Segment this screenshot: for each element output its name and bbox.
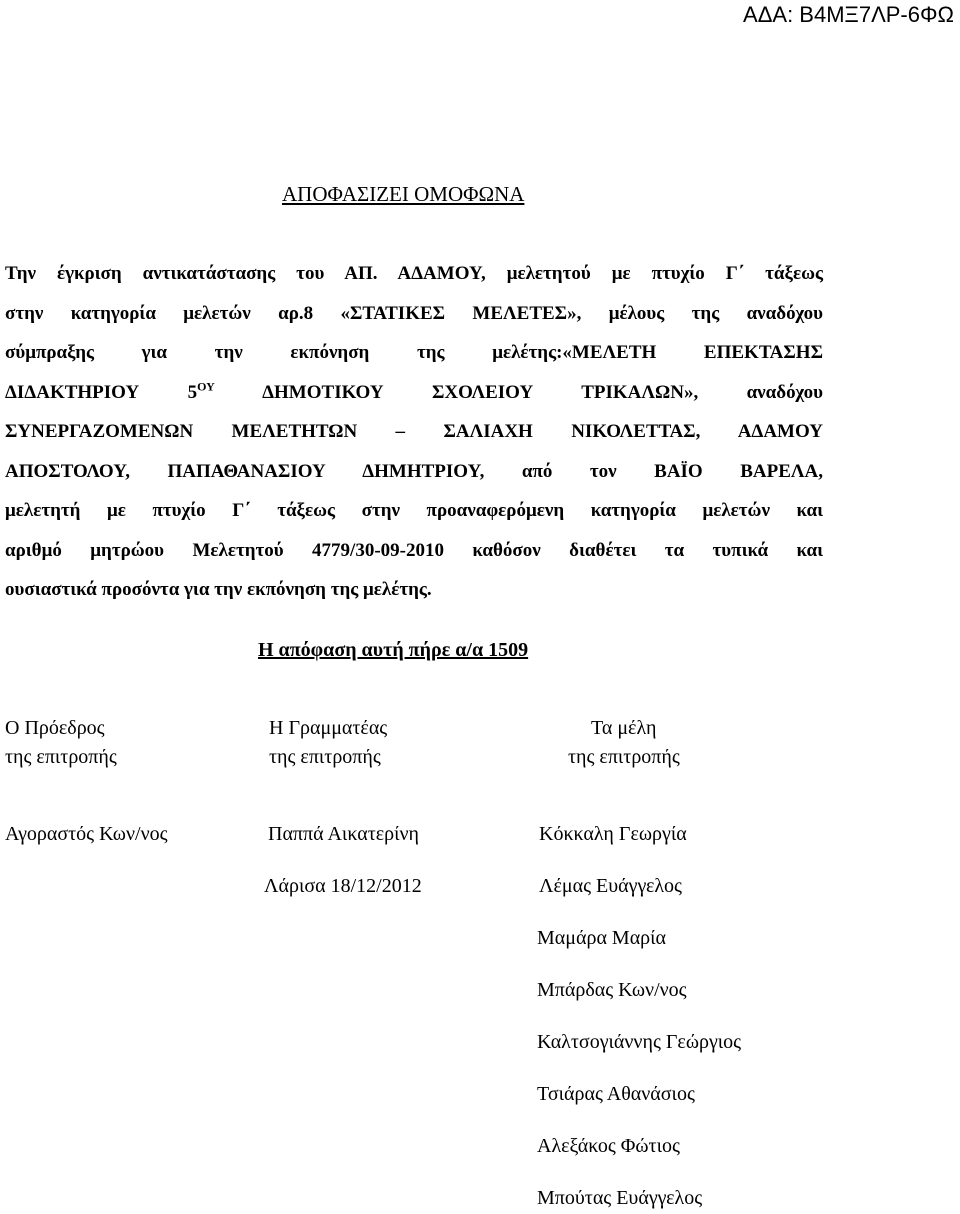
member-name: Κόκκαλη Γεωργία: [539, 823, 687, 845]
member-name: Λέμας Ευάγγελος: [539, 875, 682, 897]
decision-line-part: ΔΗΜΟΤΙΚΟΥ ΣΧΟΛΕΙΟΥ ΤΡΙΚΑΛΩΝ», αναδόχου: [214, 381, 824, 403]
president-subtitle: της επιτροπής: [5, 746, 117, 768]
decision-line: σύμπραξης για την εκπόνηση της μελέτης:«ΜΕΛΕΤΗ ΕΠΕΚΤΑΣΗΣ: [5, 342, 823, 363]
secretary-title: Η Γραμματέας: [269, 717, 388, 739]
decision-line: [5, 373, 823, 413]
place-date: Λάρισα 18/12/2012: [264, 875, 422, 897]
decision-line: Την έγκριση αντικατάστασης του ΑΠ. ΑΔΑΜΟΥ, μελετητού με πτυχίο Γ΄ τάξεως: [5, 263, 823, 284]
secretary-name: Παππά Αικατερίνη: [268, 823, 419, 845]
decision-line: αριθμό μητρώου Μελετητού 4779/30-09-2010 καθόσον διαθέτει τα τυπικά και: [5, 539, 823, 561]
member-name: Μπάρδας Κων/νος: [537, 979, 687, 1001]
secretary-subtitle: της επιτροπής: [269, 746, 381, 768]
approval-number: Η απόφαση αυτή πήρε α/α 1509: [258, 639, 529, 661]
ada-code: ΑΔΑ: Β4ΜΞ7ΛΡ-6ΦΩ: [743, 2, 954, 27]
decision-line: ουσιαστικά προσόντα για την εκπόνηση της μελέτης.: [5, 579, 432, 600]
president-name: Αγοραστός Κων/νος: [5, 823, 168, 845]
member-name: Αλεξάκος Φώτιος: [537, 1135, 680, 1157]
decision-heading: ΑΠΟΦΑΣΙΖΕΙ ΟΜΟΦΩΝΑ: [282, 182, 525, 206]
member-name: Τσιάρας Αθανάσιος: [537, 1083, 695, 1105]
decision-line: μελετητή με πτυχίο Γ΄ τάξεως στην προαναφερόμενη κατηγορία μελετών και: [5, 500, 823, 521]
decision-line: ΣΥΝΕΡΓΑΖΟΜΕΝΩΝ ΜΕΛΕΤΗΤΩΝ – ΣΑΛΙΑΧΗ ΝΙΚΟΛΕΤΤΑΣ, ΑΔΑΜΟΥ: [5, 421, 823, 442]
member-name: Μαμάρα Μαρία: [537, 927, 667, 949]
decision-line-part: ΔΙΔΑΚΤΗΡΙΟΥ 5: [5, 381, 198, 403]
decision-line: στην κατηγορία μελετών αρ.8 «ΣΤΑΤΙΚΕΣ ΜΕΛΕΤΕΣ», μέλους της αναδόχου: [5, 302, 823, 324]
member-name: Καλτσογιάννης Γεώργιος: [537, 1031, 742, 1053]
decision-line: ΑΠΟΣΤΟΛΟΥ, ΠΑΠΑΘΑΝΑΣΙΟΥ ΔΗΜΗΤΡΙΟΥ, από τον ΒΑΪΟ ΒΑΡΕΛΑ,: [5, 460, 823, 482]
decision-text: [5, 254, 823, 610]
member-name: Μπούτας Ευάγγελος: [537, 1187, 703, 1209]
ordinal-superscript: ΟΥ: [197, 379, 215, 394]
members-title: Τα μέλη: [591, 717, 657, 739]
president-title: Ο Πρόεδρος: [5, 717, 105, 739]
members-subtitle: της επιτροπής: [568, 746, 680, 768]
